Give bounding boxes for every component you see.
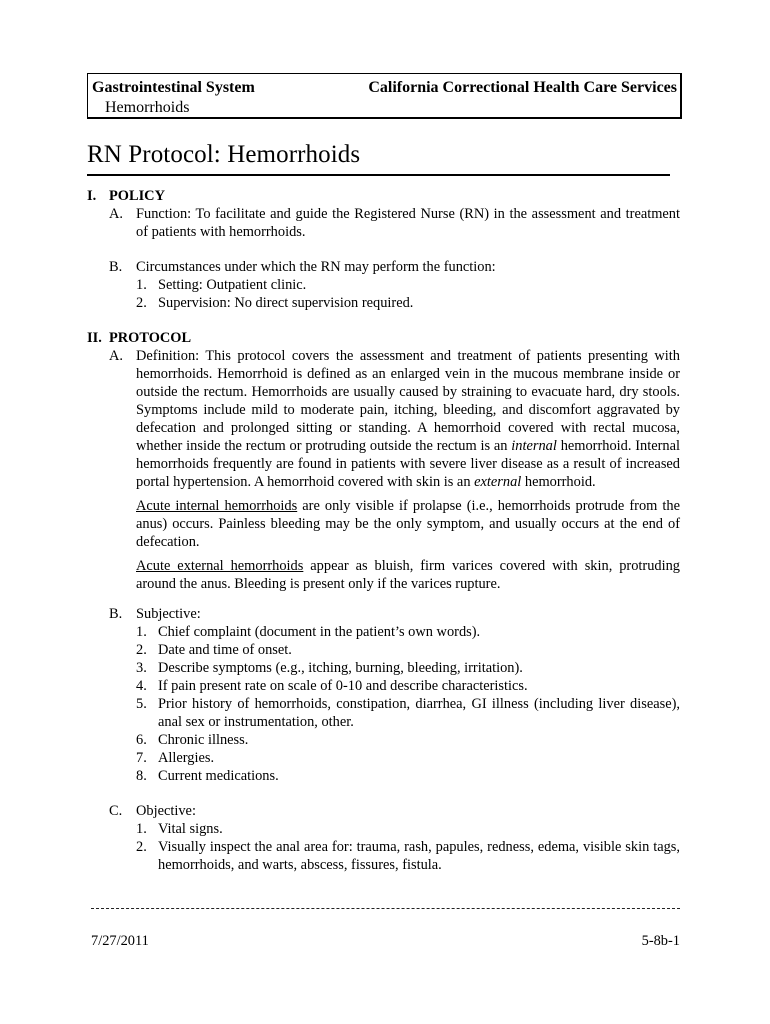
external-term: Acute external hemorrhoids <box>136 558 304 574</box>
header-organization: California Correctional Health Care Services <box>368 79 677 96</box>
external-description: appear as bluish, firm varices covered with skin, protruding around the anus. Bleeding is present only if the varices rupture. <box>136 558 680 592</box>
list-number: 2. <box>136 642 147 658</box>
list-item <box>87 659 680 677</box>
list-item <box>87 838 680 874</box>
list-number: 6. <box>136 732 147 748</box>
policy-item-b <box>87 258 680 276</box>
external-hemorrhoids-paragraph <box>87 557 680 593</box>
definition-part: hemorrhoid. <box>521 474 596 490</box>
definition-text <box>136 347 680 491</box>
list-text: Setting: Outpatient clinic. <box>158 277 307 293</box>
list-item <box>87 276 680 294</box>
item-text: Subjective: <box>136 606 201 622</box>
policy-item-a <box>87 205 680 241</box>
footer-date: 7/27/2011 <box>91 933 149 949</box>
internal-description: are only visible if prolapse (i.e., hemorrhoids protrude from the anus) occurs. Painless bleeding may be the only symptom, and usually occurs at the end of defecation. <box>136 498 680 550</box>
protocol-item-b <box>87 605 680 623</box>
list-text: Current medications. <box>158 768 279 784</box>
list-item <box>87 749 680 767</box>
protocol-item-c <box>87 802 680 820</box>
item-text: Objective: <box>136 803 196 819</box>
list-text: Vital signs. <box>158 821 223 837</box>
list-number: 4. <box>136 678 147 694</box>
section-policy-heading <box>87 187 680 205</box>
list-number: 1. <box>136 277 147 293</box>
list-number: 2. <box>136 839 147 855</box>
header-subtopic: Hemorrhoids <box>105 99 190 116</box>
list-text: Prior history of hemorrhoids, constipation, diarrhea, GI illness (including liver disease), anal sex or instrumentation, other. <box>158 696 680 730</box>
list-number: 1. <box>136 624 147 640</box>
definition-part: Definition: This protocol covers the assessment and treatment of patients presenting with hemorrhoids. Hemorrhoid is defined as an enlarged vein in the mucous membrane inside or outside the rectum. Hemorrhoids are usually caused by straining to evacuate hard, dry stools. Symptoms include mild to moderate pain, itching, bleeding, and discomfort aggravated by defecation and prolonged sitting or standing. A hemorrhoid covered with rectal mucosa, whether inside the rectum or protruding outside the rectum is an <box>136 348 680 454</box>
list-item <box>87 695 680 731</box>
item-text: Function: To facilitate and guide the Registered Nurse (RN) in the assessment and treatment of patients with hemorrhoids. <box>136 206 680 240</box>
item-label: B. <box>109 259 123 275</box>
list-item <box>87 731 680 749</box>
item-label: C. <box>109 803 123 819</box>
definition-part: hemorrhoid. Internal hemorrhoids frequently are found in patients with severe liver disease as a result of increased portal hypertension. A hemorrhoid covered with skin is an <box>136 438 680 490</box>
list-text: Allergies. <box>158 750 215 766</box>
item-label: A. <box>109 206 123 222</box>
list-number: 3. <box>136 660 147 676</box>
list-item <box>87 294 680 312</box>
item-label: B. <box>109 606 123 622</box>
internal-hemorrhoids-paragraph <box>87 497 680 551</box>
page-title: RN Protocol: Hemorrhoids <box>87 141 361 168</box>
list-text: Chronic illness. <box>158 732 249 748</box>
list-text: Visually inspect the anal area for: trauma, rash, papules, redness, edema, visible skin tags, hemorrhoids, and warts, abscess, fissures, fistula. <box>158 839 680 873</box>
footer-divider <box>91 908 680 909</box>
footer-page-number: 5-8b-1 <box>641 933 680 949</box>
list-item <box>87 677 680 695</box>
header-box <box>87 73 682 119</box>
list-number: 1. <box>136 821 147 837</box>
section-number: II. <box>87 330 102 346</box>
document-body <box>87 187 680 874</box>
list-number: 2. <box>136 295 147 311</box>
list-item <box>87 623 680 641</box>
section-title: POLICY <box>109 188 165 204</box>
list-number: 8. <box>136 768 147 784</box>
header-system: Gastrointestinal System <box>92 79 255 96</box>
list-text: Describe symptoms (e.g., itching, burning, bleeding, irritation). <box>158 660 523 676</box>
definition-italic-internal: internal <box>511 438 557 454</box>
item-text: Circumstances under which the RN may perform the function: <box>136 259 496 275</box>
list-text: Chief complaint (document in the patient’s own words). <box>158 624 481 640</box>
internal-term: Acute internal hemorrhoids <box>136 498 298 514</box>
definition-italic-external: external <box>474 474 522 490</box>
list-item <box>87 767 680 785</box>
section-number: I. <box>87 188 97 204</box>
list-text: If pain present rate on scale of 0-10 and describe characteristics. <box>158 678 528 694</box>
list-item <box>87 641 680 659</box>
protocol-item-a <box>87 347 680 491</box>
list-text: Date and time of onset. <box>158 642 292 658</box>
section-title: PROTOCOL <box>109 330 192 346</box>
list-text: Supervision: No direct supervision required. <box>158 295 414 311</box>
section-protocol-heading <box>87 329 680 347</box>
list-item <box>87 820 680 838</box>
list-number: 7. <box>136 750 147 766</box>
list-number: 5. <box>136 696 147 712</box>
item-label: A. <box>109 348 123 364</box>
title-underline <box>87 174 670 176</box>
